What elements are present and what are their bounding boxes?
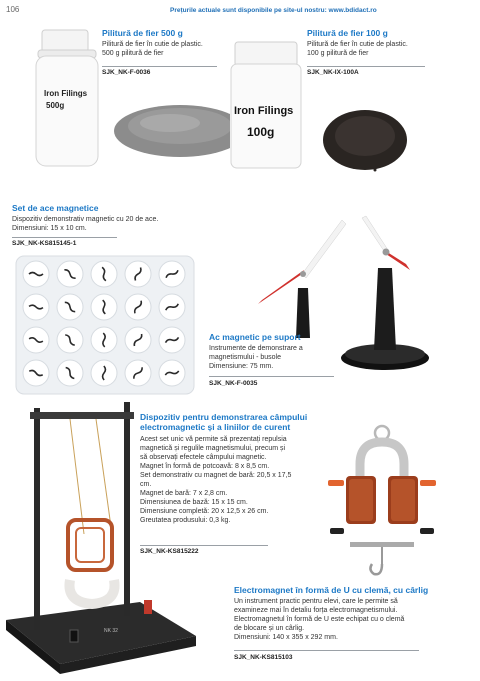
divider: [234, 650, 419, 651]
base-label: NK 32: [104, 628, 118, 634]
product-title: Pilitură de fier 500 g: [102, 28, 183, 38]
jar-label-line2: 500g: [46, 101, 65, 110]
iron-filings-100g-image: [225, 40, 415, 190]
product-description: Pilitură de fier în cutie de plastic. 500 g pilitură de fier: [102, 41, 203, 57]
product-code: SJK_NK-KS815103: [234, 654, 293, 661]
divider: [307, 66, 425, 67]
divider: [140, 545, 268, 546]
product-description: Instrumente de demonstrare a magnetismului - busole Dimensiune: 75 mm.: [209, 345, 303, 370]
product-code: SJK_NK-KS815145-1: [12, 240, 77, 247]
product-description: Acest set unic vă permite să prezentați repulsia magnetică și regulile magnetismului, precum și să observați efectele câmpului magnetic. Magnet în formă de potcoavă: 8 x 8,5 cm. Set demonstrativ cu magnet de bară: 20,5 x 17,5 cm. Magnet de bară: 7 x 2,8 cm. Dimensiunea de bază: 15 x 15 cm. Dimensiune completă: 20 x 12,5 x 26 cm. Greutatea produsului: 0,3 kg.: [140, 436, 292, 524]
divider: [102, 66, 217, 67]
product-title: Set de ace magnetice: [12, 203, 99, 213]
u-electromagnet-image: [322, 424, 444, 584]
jar-label-line1: Iron Filings: [234, 105, 294, 117]
divider: [209, 376, 334, 377]
product-description: Un instrument practic pentru elevi, care le permite să examineze mai în detaliu forța electromagnetismului. Electromagnetul în formă de U este echipat cu o clemă de blocare și un cârlig. Dimensiuni: 140 x 355 x 292 mm.: [234, 598, 405, 641]
jar-lid: [42, 30, 88, 52]
product-title: Electromagnet în formă de U cu clemă, cu cârlig: [234, 585, 429, 595]
page-number: 106: [6, 5, 20, 14]
hook: [370, 564, 382, 574]
product-title: Dispozitiv pentru demonstrarea câmpului electromagnetic și a liniilor de curent: [140, 412, 308, 432]
needle-red-half: [258, 270, 304, 304]
product-title: Pilitură de fier 100 g: [307, 28, 388, 38]
horseshoe-magnet: [69, 580, 114, 604]
product-code: SJK_NK-KS815222: [140, 548, 199, 555]
jar-label-line1: Iron Filings: [44, 89, 88, 98]
jar-body: [36, 56, 98, 166]
needle-white-half: [302, 220, 346, 278]
product-title: Ac magnetic pe suport: [209, 332, 301, 342]
product-code: SJK_NK-IX-100A: [307, 69, 359, 76]
page-header: Prețurile actuale sunt disponibile pe site-ul nostru: www.bdidact.ro: [170, 7, 377, 14]
product-code: SJK_NK-F-0035: [209, 380, 258, 387]
product-description: Dispozitiv demonstrativ magnetic cu 20 de ace. Dimensiuni: 15 x 10 cm.: [12, 216, 159, 232]
divider: [12, 237, 117, 238]
product-code: SJK_NK-F-0036: [102, 69, 151, 76]
needle-tray-image: [14, 254, 196, 396]
needle-white-half: [362, 216, 388, 254]
jar-label-line2: 100g: [247, 125, 275, 139]
product-description: Pilitură de fier în cutie de plastic. 100 g pilitură de fier: [307, 41, 408, 57]
jar-lid: [235, 42, 297, 66]
